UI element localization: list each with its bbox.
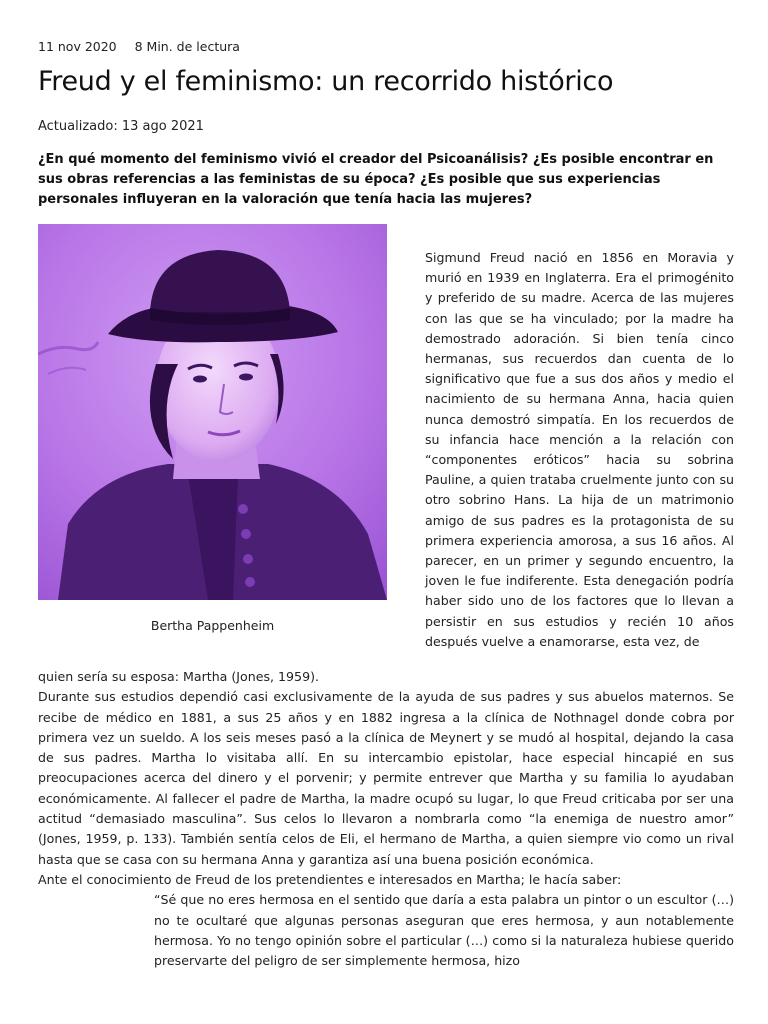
article-body [38,667,734,971]
updated-date: Actualizado: 13 ago 2021 [38,119,204,134]
image-caption: Bertha Pappenheim [150,618,275,633]
block-quote: “Sé que no eres hermosa en el sentido que daría a esta palabra un pintor o un escultor (…) no te ocultaré que algunas personas aseguran que eres hermosa, y aun notablemente hermosa. Yo no tengo opinión sobre el particular (…) como si la naturaleza hubiese querido preservarte del peligro de ser simplemente hermosa, hizo [154,892,734,969]
article-title: Freud y el feminismo: un recorrido histórico [38,66,614,97]
portrait-image [38,224,387,600]
article-column-text: Sigmund Freud nació en 1856 en Moravia y murió en 1939 en Inglaterra. Era el primogénito y preferido de su madre. Acerca de las mujeres con las que se ha vinculado; por la madre ha demostrado adoración. Si bien tenía cinco hermanas, sus recuerdos dan cuenta de lo significativo que fue a sus dos años y medio el nacimiento de su hermana Anna, hacia quien nunca demostró simpatía. En los recuerdos de su infancia hace mención a la relación con “componentes eróticos” hacia su sobrina Pauline, a quien trataba cruelmente junto con su otro sobrino Hans. La hija de un matrimonio amigo de sus padres es la protagonista de su primera experiencia amorosa, a sus 16 años. Al parecer, en un primer y segundo encuentro, la joven le fue indiferente. Esta denegación podría haber sido uno de los factores que lo llevan a persistir en sus estudios y recién 10 años después vuelve a enamorarse, esta vez, de [425,250,734,649]
article-meta [38,39,240,54]
read-time: 8 Min. de lectura [134,39,240,54]
publish-date: 11 nov 2020 [38,39,117,54]
article-lead: ¿En qué momento del feminismo vivió el creador del Psicoanálisis? ¿Es posible encontrar en sus obras referencias a las feministas de su época? ¿Es posible que sus experiencias personales influyeran en la valoración que tenía hacia las mujeres? [38,152,714,207]
paragraph: Ante el conocimiento de Freud de los pretendientes e interesados en Martha; le hacía saber: [38,871,622,887]
column-continuation: quien sería su esposa: Martha (Jones, 1959). [38,669,319,684]
paragraph: Durante sus estudios dependió casi exclusivamente de la ayuda de sus padres y sus abuelos maternos. Se recibe de médico en 1881, a sus 25 años y en 1882 ingresa a la clínica de Nothnagel donde cobra por primera vez un sueldo. A los seis meses pasó a la clínica de Meynert y se mudó al hospital, dejando la casa de sus padres. Martha lo visitaba allí. En su intercambio epistolar, hace especial hincapié en sus preocupaciones acerca del dinero y el porvenir; y permite entrever que Martha y su familia lo ayudaban económicamente. Al fallecer el padre de Martha, la madre ocupó su lugar, lo que Freud criticaba por ser una actitud “demasiado masculina”. Sus celos lo llevaron a nombrarla como “la enemiga de nuestro amor” (Jones, 1959, p. 133). También sentía celos de Eli, el hermano de Martha, a quien siempre vio como un rival hasta que se casa con su hermana Anna y garantiza así una buena posición económica. [38,689,734,867]
